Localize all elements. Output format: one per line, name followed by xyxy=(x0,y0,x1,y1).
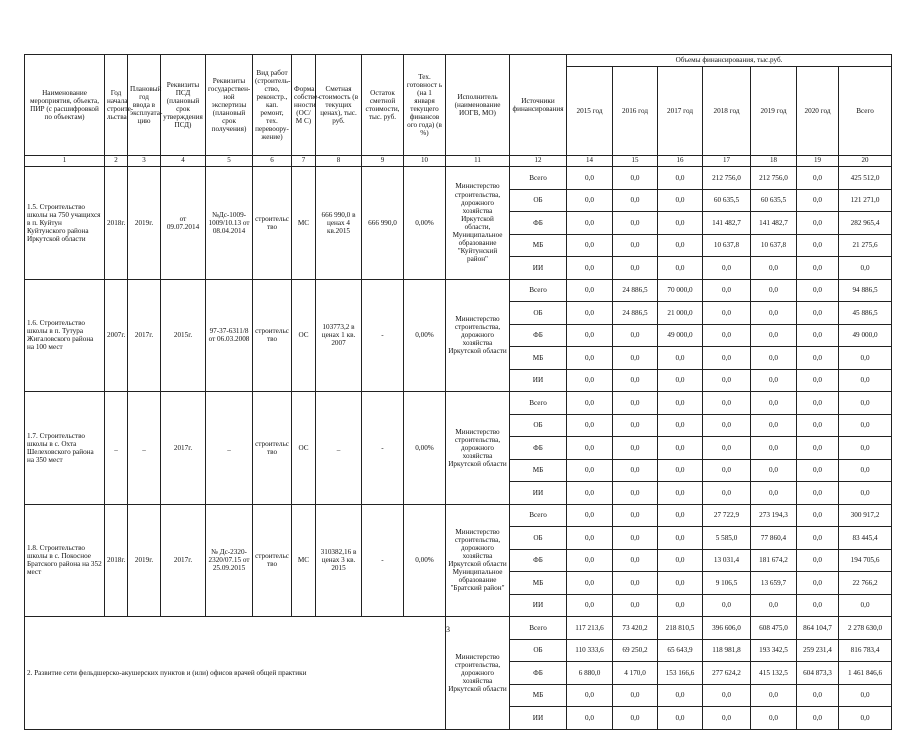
funding-value: 0,0 xyxy=(613,189,658,212)
col-header-psd: Реквизиты ПСД (плановый срок утверждения ПСД) xyxy=(161,55,206,156)
funding-value: 0,0 xyxy=(703,482,751,505)
funding-value: 141 482,7 xyxy=(751,212,797,235)
object-name: 1.6. Строительство школы в п. Тутура Жигаловского района на 100 мест xyxy=(25,279,105,392)
column-number: 5 xyxy=(206,156,253,167)
funding-value: 0,0 xyxy=(567,707,613,730)
funding-value: 0,0 xyxy=(797,234,839,257)
column-number: 17 xyxy=(703,156,751,167)
funding-value: 0,0 xyxy=(797,302,839,325)
column-number: 6 xyxy=(253,156,292,167)
funding-value: 0,0 xyxy=(567,549,613,572)
funding-value: 0,0 xyxy=(839,369,892,392)
funding-value: 273 194,3 xyxy=(751,504,797,527)
funding-value: 0,0 xyxy=(839,392,892,415)
funding-value: 0,0 xyxy=(797,392,839,415)
page-number: 3 xyxy=(446,625,450,634)
readiness: 0,00% xyxy=(404,167,446,280)
funding-value: 60 635,5 xyxy=(703,189,751,212)
funding-value: 0,0 xyxy=(751,437,797,460)
funding-value: 0,0 xyxy=(613,347,658,370)
funding-value: 0,0 xyxy=(613,212,658,235)
funding-value: 0,0 xyxy=(567,684,613,707)
funding-value: 0,0 xyxy=(567,482,613,505)
funding-value: 0,0 xyxy=(658,572,703,595)
table-row xyxy=(25,617,892,640)
funding-value: 0,0 xyxy=(751,594,797,617)
estimated-cost: 103773,2 в ценах 1 кв. 2007 xyxy=(316,279,362,392)
funding-value: 0,0 xyxy=(567,369,613,392)
funding-value: 141 482,7 xyxy=(703,212,751,235)
funding-value: 118 981,8 xyxy=(703,639,751,662)
funding-value: 0,0 xyxy=(613,234,658,257)
funding-value: 0,0 xyxy=(839,684,892,707)
funding-value: 0,0 xyxy=(567,504,613,527)
readiness: 0,00% xyxy=(404,504,446,617)
funding-source: ОБ xyxy=(510,414,567,437)
column-number: 18 xyxy=(751,156,797,167)
col-header-start-year: Год начала строите-льства xyxy=(105,55,128,156)
funding-value: 0,0 xyxy=(839,482,892,505)
funding-value: 2 278 630,0 xyxy=(839,617,892,640)
psd-details: 2015г. xyxy=(161,279,206,392)
funding-value: 0,0 xyxy=(613,369,658,392)
column-number: 9 xyxy=(362,156,404,167)
table-row xyxy=(25,279,892,302)
funding-value: 0,0 xyxy=(567,324,613,347)
funding-value: 60 635,5 xyxy=(751,189,797,212)
funding-value: 0,0 xyxy=(567,279,613,302)
estimated-cost: _ xyxy=(316,392,362,505)
funding-value: 0,0 xyxy=(797,212,839,235)
column-number: 20 xyxy=(839,156,892,167)
col-header-year-2016: 2016 год xyxy=(613,67,658,156)
funding-value: 4 170,0 xyxy=(613,662,658,685)
funding-value: 0,0 xyxy=(613,549,658,572)
start-year: 2007г. xyxy=(105,279,128,392)
funding-value: 0,0 xyxy=(751,482,797,505)
funding-source: ОБ xyxy=(510,189,567,212)
funding-value: 0,0 xyxy=(703,392,751,415)
column-number: 4 xyxy=(161,156,206,167)
readiness: 0,00% xyxy=(404,392,446,505)
funding-source: ФБ xyxy=(510,212,567,235)
funding-value: 0,0 xyxy=(658,437,703,460)
funding-value: 0,0 xyxy=(567,527,613,550)
funding-value: 49 000,0 xyxy=(658,324,703,347)
funding-value: 0,0 xyxy=(613,594,658,617)
funding-value: 0,0 xyxy=(567,437,613,460)
expertise-details: _ xyxy=(206,392,253,505)
funding-value: 0,0 xyxy=(658,549,703,572)
funding-value: 0,0 xyxy=(703,594,751,617)
funding-value: 0,0 xyxy=(658,707,703,730)
funding-value: 0,0 xyxy=(839,594,892,617)
column-number: 8 xyxy=(316,156,362,167)
funding-value: 0,0 xyxy=(658,212,703,235)
funding-value: 0,0 xyxy=(839,437,892,460)
funding-value: 0,0 xyxy=(797,707,839,730)
funding-value: 0,0 xyxy=(613,167,658,190)
col-header-year-2015: 2015 год xyxy=(567,67,613,156)
funding-value: 83 445,4 xyxy=(839,527,892,550)
col-header-name: Наименование мероприятия, объекта, ПИР (с расшифровкой по объектам) xyxy=(25,55,105,156)
expertise-details: № Дс-2320-2320/07.15 от 25.09.2015 xyxy=(206,504,253,617)
funding-source: Всего xyxy=(510,504,567,527)
funding-value: 181 674,2 xyxy=(751,549,797,572)
funding-source: МБ xyxy=(510,684,567,707)
funding-value: 0,0 xyxy=(751,369,797,392)
funding-value: 0,0 xyxy=(839,414,892,437)
funding-value: 0,0 xyxy=(839,459,892,482)
funding-value: 24 886,5 xyxy=(613,279,658,302)
funding-value: 608 475,0 xyxy=(751,617,797,640)
funding-value: 0,0 xyxy=(703,437,751,460)
funding-value: 0,0 xyxy=(567,257,613,280)
executor: Министерство строительства, дорожного хозяйства Иркутской области xyxy=(446,392,510,505)
funding-value: 0,0 xyxy=(613,392,658,415)
executor: Министерство строительства, дорожного хозяйства Иркутской области xyxy=(446,279,510,392)
funding-value: 0,0 xyxy=(567,234,613,257)
funding-value: 0,0 xyxy=(567,212,613,235)
funding-value: 0,0 xyxy=(751,324,797,347)
funding-value: 300 917,2 xyxy=(839,504,892,527)
funding-source: МБ xyxy=(510,459,567,482)
financing-table xyxy=(24,54,892,730)
object-name: 1.5. Строительство школы на 750 учащихся в п. Куйтун Куйтунского района Иркутской области xyxy=(25,167,105,280)
commission-year: 2019г. xyxy=(128,504,161,617)
funding-value: 0,0 xyxy=(703,324,751,347)
psd-details: 2017г. xyxy=(161,504,206,617)
column-number: 3 xyxy=(128,156,161,167)
funding-value: 0,0 xyxy=(658,504,703,527)
col-header-year-2019: 2019 год xyxy=(751,67,797,156)
funding-value: 70 000,0 xyxy=(658,279,703,302)
funding-value: 0,0 xyxy=(658,347,703,370)
remaining-cost: - xyxy=(362,504,404,617)
funding-value: 0,0 xyxy=(797,594,839,617)
funding-value: 194 705,6 xyxy=(839,549,892,572)
col-header-commission-year: Плановый год ввода в эксплуата-цию xyxy=(128,55,161,156)
work-type: строительс тво xyxy=(253,279,292,392)
funding-value: 0,0 xyxy=(751,414,797,437)
funding-value: 0,0 xyxy=(751,392,797,415)
expertise-details: №Дс-1009-1009/10.13 от 08.04.2014 xyxy=(206,167,253,280)
funding-source: ФБ xyxy=(510,662,567,685)
funding-value: 218 810,5 xyxy=(658,617,703,640)
funding-value: 9 106,5 xyxy=(703,572,751,595)
funding-value: 0,0 xyxy=(613,504,658,527)
funding-value: 0,0 xyxy=(797,369,839,392)
table-row xyxy=(25,392,892,415)
funding-value: 0,0 xyxy=(658,482,703,505)
column-number: 12 xyxy=(510,156,567,167)
col-header-executor: Исполнитель (наименование ИОГВ, МО) xyxy=(446,55,510,156)
funding-value: 117 213,6 xyxy=(567,617,613,640)
funding-value: 0,0 xyxy=(703,707,751,730)
col-header-year-2018: 2018 год xyxy=(703,67,751,156)
funding-value: 0,0 xyxy=(613,437,658,460)
funding-value: 0,0 xyxy=(613,459,658,482)
commission-year: 2017г. xyxy=(128,279,161,392)
funding-value: 0,0 xyxy=(567,167,613,190)
funding-value: 0,0 xyxy=(658,167,703,190)
funding-value: 0,0 xyxy=(613,482,658,505)
funding-source: ОБ xyxy=(510,302,567,325)
funding-value: 153 166,6 xyxy=(658,662,703,685)
start-year: _ xyxy=(105,392,128,505)
psd-details: 2017г. xyxy=(161,392,206,505)
executor: Министерство строительства, дорожного хозяйства Иркутской области xyxy=(446,617,510,730)
funding-value: 0,0 xyxy=(751,684,797,707)
psd-details: от 09.07.2014 xyxy=(161,167,206,280)
funding-value: 0,0 xyxy=(703,347,751,370)
funding-value: 21 275,6 xyxy=(839,234,892,257)
funding-value: 0,0 xyxy=(751,302,797,325)
funding-source: Всего xyxy=(510,279,567,302)
column-number: 2 xyxy=(105,156,128,167)
funding-value: 0,0 xyxy=(567,414,613,437)
col-header-readiness: Тех. готовност ь (на 1 января текущего финансов ого года) (в %) xyxy=(404,55,446,156)
funding-value: 0,0 xyxy=(567,347,613,370)
funding-value: 0,0 xyxy=(797,279,839,302)
funding-value: 0,0 xyxy=(658,189,703,212)
funding-value: 0,0 xyxy=(703,369,751,392)
work-type: строительс тво xyxy=(253,167,292,280)
funding-value: 0,0 xyxy=(567,572,613,595)
funding-value: 0,0 xyxy=(797,572,839,595)
object-name: 1.7. Строительство школы в с. Охта Шелеховского района на 350 мест xyxy=(25,392,105,505)
funding-value: 0,0 xyxy=(703,257,751,280)
funding-source: ФБ xyxy=(510,549,567,572)
funding-value: 604 873,3 xyxy=(797,662,839,685)
funding-value: 0,0 xyxy=(797,504,839,527)
column-number: 7 xyxy=(292,156,316,167)
work-type: строительс тво xyxy=(253,504,292,617)
column-number: 1 xyxy=(25,156,105,167)
funding-value: 0,0 xyxy=(751,279,797,302)
col-header-ownership: Форма собстве-нности (ОС/М С) xyxy=(292,55,316,156)
funding-value: 10 637,8 xyxy=(751,234,797,257)
funding-value: 415 132,5 xyxy=(751,662,797,685)
funding-value: 0,0 xyxy=(613,324,658,347)
column-number: 10 xyxy=(404,156,446,167)
funding-value: 0,0 xyxy=(613,572,658,595)
funding-value: 0,0 xyxy=(797,324,839,347)
funding-source: Всего xyxy=(510,392,567,415)
column-number: 19 xyxy=(797,156,839,167)
start-year: 2018г. xyxy=(105,167,128,280)
col-header-remaining-cost: Остаток сметной стоимости, тыс. руб. xyxy=(362,55,404,156)
funding-value: 282 965,4 xyxy=(839,212,892,235)
start-year: 2018г. xyxy=(105,504,128,617)
funding-value: 49 000,0 xyxy=(839,324,892,347)
table-row xyxy=(25,167,892,190)
funding-source: ИИ xyxy=(510,707,567,730)
funding-value: 0,0 xyxy=(613,684,658,707)
funding-value: 110 333,6 xyxy=(567,639,613,662)
funding-value: 0,0 xyxy=(658,257,703,280)
funding-value: 0,0 xyxy=(797,414,839,437)
funding-value: 121 271,0 xyxy=(839,189,892,212)
funding-value: 864 104,7 xyxy=(797,617,839,640)
funding-source: ФБ xyxy=(510,324,567,347)
column-number: 15 xyxy=(613,156,658,167)
table-body xyxy=(25,156,892,730)
funding-value: 193 342,5 xyxy=(751,639,797,662)
col-header-estimated-cost: Сметная стоимость (в текущих ценах), тыс. руб. xyxy=(316,55,362,156)
funding-value: 0,0 xyxy=(751,347,797,370)
funding-value: 277 624,2 xyxy=(703,662,751,685)
remaining-cost: - xyxy=(362,279,404,392)
funding-value: 0,0 xyxy=(797,527,839,550)
executor: Министерство строительства, дорожного хозяйства Иркутской области, Муниципальное образование "Куйтунский район" xyxy=(446,167,510,280)
funding-source: ФБ xyxy=(510,437,567,460)
funding-value: 0,0 xyxy=(567,594,613,617)
funding-value: 0,0 xyxy=(703,684,751,707)
funding-value: 0,0 xyxy=(613,414,658,437)
section-title: 2. Развитие сети фельдшерско-акушерских пунктов и (или) офисов врачей общей практики xyxy=(25,617,446,730)
funding-value: 94 886,5 xyxy=(839,279,892,302)
col-header-sources: Источники финансирования xyxy=(510,55,567,156)
funding-volumes-header: Объемы финансирования, тыс.руб. xyxy=(567,55,892,67)
funding-value: 0,0 xyxy=(567,302,613,325)
remaining-cost: - xyxy=(362,392,404,505)
remaining-cost: 666 990,0 xyxy=(362,167,404,280)
executor: Министерство строительства, дорожного хозяйства Иркутской области Муниципальное образование "Братский район" xyxy=(446,504,510,617)
funding-value: 0,0 xyxy=(797,459,839,482)
funding-value: 0,0 xyxy=(797,257,839,280)
funding-value: 0,0 xyxy=(797,549,839,572)
funding-source: ИИ xyxy=(510,482,567,505)
funding-source: МБ xyxy=(510,347,567,370)
funding-value: 13 659,7 xyxy=(751,572,797,595)
object-name: 1.8. Строительство школы в с. Покосное Братского района на 352 мест xyxy=(25,504,105,617)
col-header-year-2020: 2020 год xyxy=(797,67,839,156)
funding-source: ОБ xyxy=(510,527,567,550)
column-number: 11 xyxy=(446,156,510,167)
funding-value: 0,0 xyxy=(567,392,613,415)
funding-value: 0,0 xyxy=(751,459,797,482)
funding-value: 22 766,2 xyxy=(839,572,892,595)
funding-source: ИИ xyxy=(510,369,567,392)
funding-value: 0,0 xyxy=(839,347,892,370)
ownership-form: МС xyxy=(292,167,316,280)
funding-value: 1 461 846,6 xyxy=(839,662,892,685)
funding-value: 0,0 xyxy=(658,594,703,617)
funding-value: 65 643,9 xyxy=(658,639,703,662)
funding-value: 0,0 xyxy=(839,707,892,730)
commission-year: 2019г. xyxy=(128,167,161,280)
funding-value: 212 756,0 xyxy=(751,167,797,190)
funding-value: 21 000,0 xyxy=(658,302,703,325)
funding-value: 0,0 xyxy=(658,459,703,482)
expertise-details: 97-37-6311/8 от 06.03.2008 xyxy=(206,279,253,392)
estimated-cost: 310382,16 в ценах 3 кв. 2015 xyxy=(316,504,362,617)
funding-value: 0,0 xyxy=(703,459,751,482)
funding-value: 212 756,0 xyxy=(703,167,751,190)
funding-value: 0,0 xyxy=(797,482,839,505)
funding-value: 0,0 xyxy=(797,437,839,460)
col-header-work-type: Вид работ (строитель-ство, реконстр., кап. ремонт, тех. перевоору-жение) xyxy=(253,55,292,156)
funding-value: 0,0 xyxy=(613,527,658,550)
funding-source: ИИ xyxy=(510,257,567,280)
funding-value: 0,0 xyxy=(613,257,658,280)
funding-value: 0,0 xyxy=(567,459,613,482)
funding-value: 0,0 xyxy=(658,234,703,257)
funding-value: 0,0 xyxy=(658,369,703,392)
funding-value: 0,0 xyxy=(658,414,703,437)
funding-value: 0,0 xyxy=(751,707,797,730)
ownership-form: ОС xyxy=(292,392,316,505)
column-numbers-row xyxy=(25,156,892,167)
col-header-year-2017: 2017 год xyxy=(658,67,703,156)
funding-value: 0,0 xyxy=(703,302,751,325)
work-type: строительс тво xyxy=(253,392,292,505)
funding-value: 24 886,5 xyxy=(613,302,658,325)
funding-value: 0,0 xyxy=(839,257,892,280)
funding-value: 0,0 xyxy=(797,684,839,707)
funding-value: 77 860,4 xyxy=(751,527,797,550)
col-header-expertise: Реквизиты государствен-ной экспертизы (плановый срок получения) xyxy=(206,55,253,156)
funding-value: 10 637,8 xyxy=(703,234,751,257)
commission-year: _ xyxy=(128,392,161,505)
funding-source: МБ xyxy=(510,234,567,257)
funding-value: 27 722,9 xyxy=(703,504,751,527)
funding-source: МБ xyxy=(510,572,567,595)
funding-value: 0,0 xyxy=(797,167,839,190)
funding-value: 13 031,4 xyxy=(703,549,751,572)
col-header-total: Всего xyxy=(839,67,892,156)
funding-source: ОБ xyxy=(510,639,567,662)
table-row xyxy=(25,504,892,527)
column-number: 14 xyxy=(567,156,613,167)
funding-source: ИИ xyxy=(510,594,567,617)
funding-source: Всего xyxy=(510,167,567,190)
funding-value: 0,0 xyxy=(658,684,703,707)
funding-value: 259 231,4 xyxy=(797,639,839,662)
funding-value: 45 886,5 xyxy=(839,302,892,325)
funding-value: 0,0 xyxy=(703,414,751,437)
readiness: 0,00% xyxy=(404,279,446,392)
funding-value: 69 250,2 xyxy=(613,639,658,662)
funding-value: 0,0 xyxy=(797,189,839,212)
funding-value: 0,0 xyxy=(613,707,658,730)
funding-value: 816 783,4 xyxy=(839,639,892,662)
funding-value: 0,0 xyxy=(703,279,751,302)
funding-value: 0,0 xyxy=(567,189,613,212)
funding-value: 0,0 xyxy=(751,257,797,280)
funding-value: 6 880,0 xyxy=(567,662,613,685)
funding-value: 73 420,2 xyxy=(613,617,658,640)
ownership-form: ОС xyxy=(292,279,316,392)
estimated-cost: 666 990,0 в ценах 4 кв.2015 xyxy=(316,167,362,280)
funding-value: 0,0 xyxy=(797,347,839,370)
funding-value: 0,0 xyxy=(658,392,703,415)
funding-value: 5 585,0 xyxy=(703,527,751,550)
column-number: 16 xyxy=(658,156,703,167)
funding-value: 0,0 xyxy=(658,527,703,550)
ownership-form: МС xyxy=(292,504,316,617)
funding-source: Всего xyxy=(510,617,567,640)
funding-value: 425 512,0 xyxy=(839,167,892,190)
funding-value: 396 606,0 xyxy=(703,617,751,640)
